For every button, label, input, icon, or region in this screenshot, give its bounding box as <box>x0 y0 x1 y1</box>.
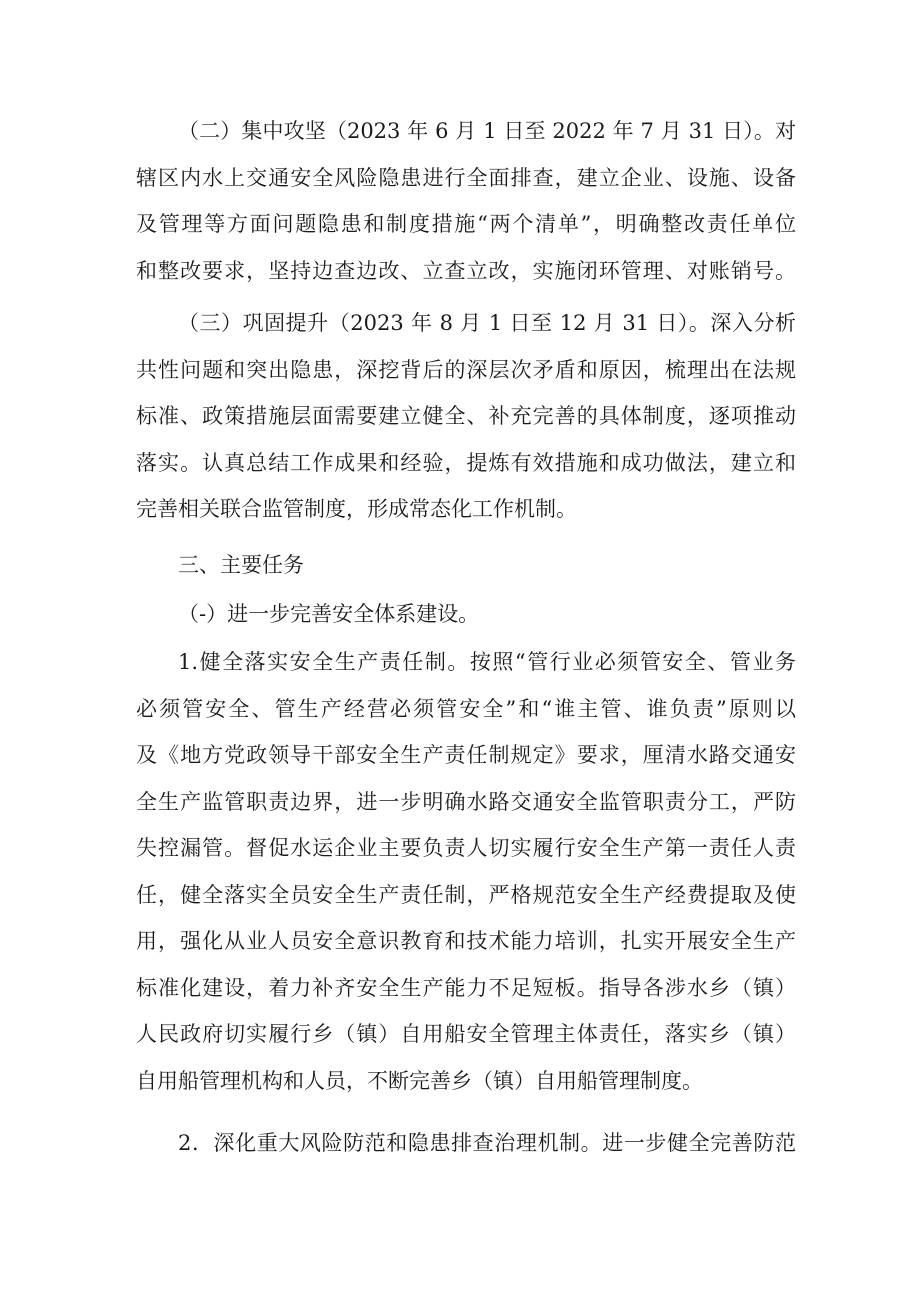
text-line: 完善相关联合监管制度，形成常态化工作机制。 <box>136 497 577 521</box>
text-line: （三）巩固提升（2023 年 8 月 1 日至 12 月 31 日）。深入分析 <box>178 311 796 335</box>
text-line: 标准化建设，着力补齐安全生产能力不足短板。指导各涉水乡（镇） <box>136 975 796 1000</box>
text-line: 及《地方党政领导干部安全生产责任制规定》要求，厘清水路交通安 <box>136 743 796 767</box>
paragraph-task-2 <box>136 1120 796 1167</box>
text-line: 共性问题和突出隐患，深挖背后的深层次矛盾和原因，梳理出在法规 <box>136 357 796 382</box>
text-line: 全生产监管职责边界，进一步明确水路交通安全监管职责分工，严防 <box>136 789 796 814</box>
paragraph-stage-2 <box>136 108 796 294</box>
text-line: 和整改要求，坚持边查边改、立查立改，实施闭环管理、对账销号。 <box>136 258 796 283</box>
text-line: 及管理等方面问题隐患和制度措施“两个清单”，明确整改责任单位 <box>136 212 796 236</box>
section-heading <box>136 542 796 589</box>
text-line: 辖区内水上交通安全风险隐患进行全面排查，建立企业、设施、设备 <box>136 165 796 190</box>
paragraph-task-1 <box>136 639 796 1104</box>
text-line: 落实。认真总结工作成果和经验，提炼有效措施和成功做法，建立和 <box>136 450 796 475</box>
text-line: 任，健全落实全员安全生产责任制，严格规范安全生产经费提取及使 <box>136 882 796 907</box>
subsection-heading <box>136 591 796 638</box>
text-line: 必须管安全、管生产经营必须管安全”和“谁主管、谁负责”原则以 <box>136 696 796 721</box>
paragraph-stage-3 <box>136 300 796 533</box>
text-line: 2．深化重大风险防范和隐患排查治理机制。进一步健全完善防范 <box>178 1131 796 1155</box>
text-line: 人民政府切实履行乡（镇）自用船安全管理主体责任，落实乡（镇） <box>136 1022 796 1046</box>
text-line: 标准、政策措施层面需要建立健全、补充完善的具体制度，逐项推动 <box>136 404 796 428</box>
text-line: 自用船管理机构和人员，不断完善乡（镇）自用船管理制度。 <box>136 1068 703 1093</box>
heading-main-tasks: 三、主要任务 <box>178 553 304 577</box>
text-line: （二）集中攻坚（2023 年 6 月 1 日至 2022 年 7 月 31 日）。对 <box>178 119 796 143</box>
text-line: 用，强化从业人员安全意识教育和技术能力培训，扎实开展安全生产 <box>136 929 796 953</box>
text-line: 1.健全落实安全生产责任制。按照“管行业必须管安全、管业务 <box>178 650 796 674</box>
heading-safety-system: （-）进一步完善安全体系建设。 <box>178 602 480 626</box>
text-line: 失控漏管。督促水运企业主要负责人切实履行安全生产第一责任人责 <box>136 836 796 860</box>
